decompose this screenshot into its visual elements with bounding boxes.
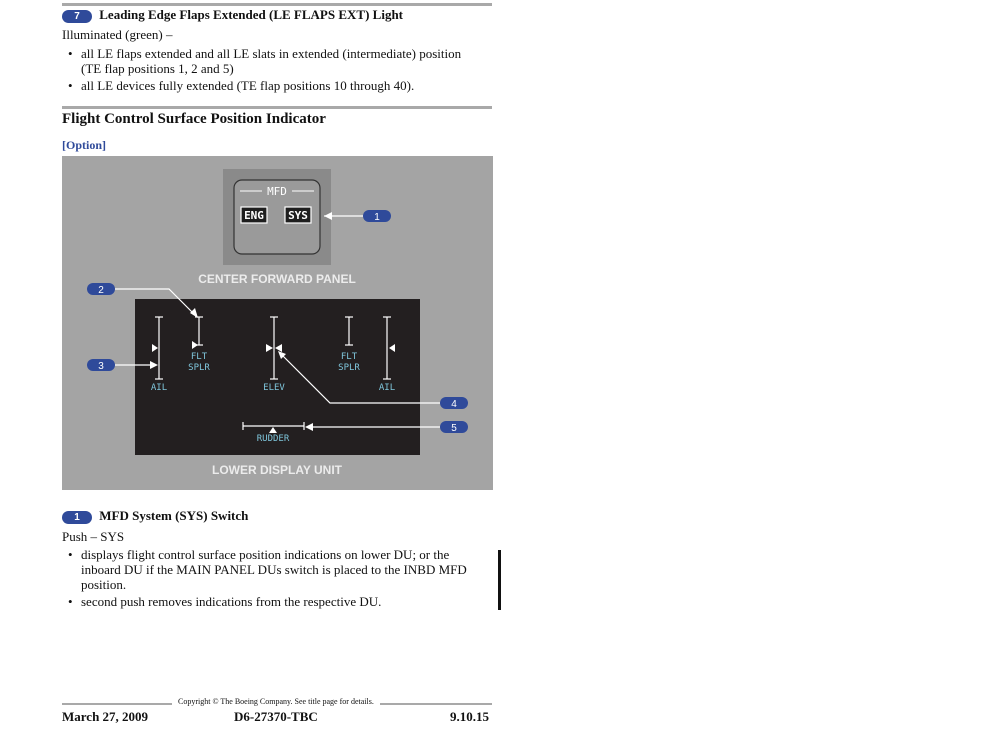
ail-left-label: AIL [150, 383, 168, 393]
section-7-bullet-1-line-2: (TE flap positions 1, 2 and 5) [81, 61, 234, 76]
option-label: [Option] [62, 138, 107, 152]
footer-rule-left [62, 703, 172, 705]
change-bar [498, 550, 501, 610]
section-1-title: MFD System (SYS) Switch [99, 508, 249, 523]
section-7-state: Illuminated (green) – [62, 27, 173, 42]
callout-1-label: 1 [374, 212, 380, 223]
ail-right-label: AIL [378, 383, 396, 393]
flt-splr-right-line-2: SPLR [338, 363, 360, 373]
sys-button-label: SYS [288, 209, 308, 222]
section-1-bullet-1-line-2: inboard DU if the MAIN PANEL DUs switch is placed to the INBD MFD [81, 562, 467, 577]
callout-2-label: 2 [98, 285, 104, 296]
footer-rule-right [380, 703, 492, 705]
mfd-panel [223, 169, 331, 265]
callout-5-label: 5 [451, 423, 457, 434]
section-rule [62, 106, 492, 109]
section-7-title: Leading Edge Flaps Extended (LE FLAPS EXT) Light [99, 7, 403, 22]
mfd-label: MFD [267, 185, 287, 198]
footer-date: March 27, 2009 [62, 709, 149, 724]
callout-3-label: 3 [98, 361, 104, 372]
eng-button-label: ENG [244, 209, 264, 222]
section-7-bullet-1-line-1: all LE flaps extended and all LE slats in extended (intermediate) position [81, 46, 462, 61]
section-7-heading [62, 7, 403, 23]
lower-display-unit-label: LOWER DISPLAY UNIT [211, 463, 343, 477]
callout-4-label: 4 [451, 399, 457, 410]
section-title: Flight Control Surface Position Indicator [62, 111, 326, 127]
section-7-bullet-2-text: all LE devices fully extended (TE flap positions 10 through 40). [81, 78, 415, 93]
elev-label: ELEV [263, 383, 285, 393]
flt-splr-right-line-1: FLT [340, 352, 358, 362]
section-1-bullet-2-text: second push removes indications from the respective DU. [81, 594, 382, 609]
section-1-state: Push – SYS [62, 529, 125, 544]
footer-doc-number: D6-27370-TBC [234, 709, 318, 724]
flt-splr-left-line-2: SPLR [188, 363, 210, 373]
callout-badge-1: 1 [62, 511, 92, 524]
callout-badge-7: 7 [62, 10, 92, 23]
flt-splr-left-line-1: FLT [190, 352, 208, 362]
flight-control-diagram [62, 156, 493, 490]
section-1-bullet-1-line-1: displays flight control surface position indications on lower DU; or the [81, 547, 450, 562]
rudder-label: RUDDER [256, 434, 290, 444]
section-1-heading [62, 508, 248, 524]
lower-display-unit [135, 299, 420, 455]
top-rule [62, 3, 492, 6]
center-forward-panel-label: CENTER FORWARD PANEL [198, 272, 356, 286]
section-1-bullet-1-line-3: position. [81, 577, 127, 592]
footer-copyright: Copyright © The Boeing Company. See title page for details. [178, 697, 374, 706]
footer-page-number: 9.10.15 [450, 709, 489, 724]
